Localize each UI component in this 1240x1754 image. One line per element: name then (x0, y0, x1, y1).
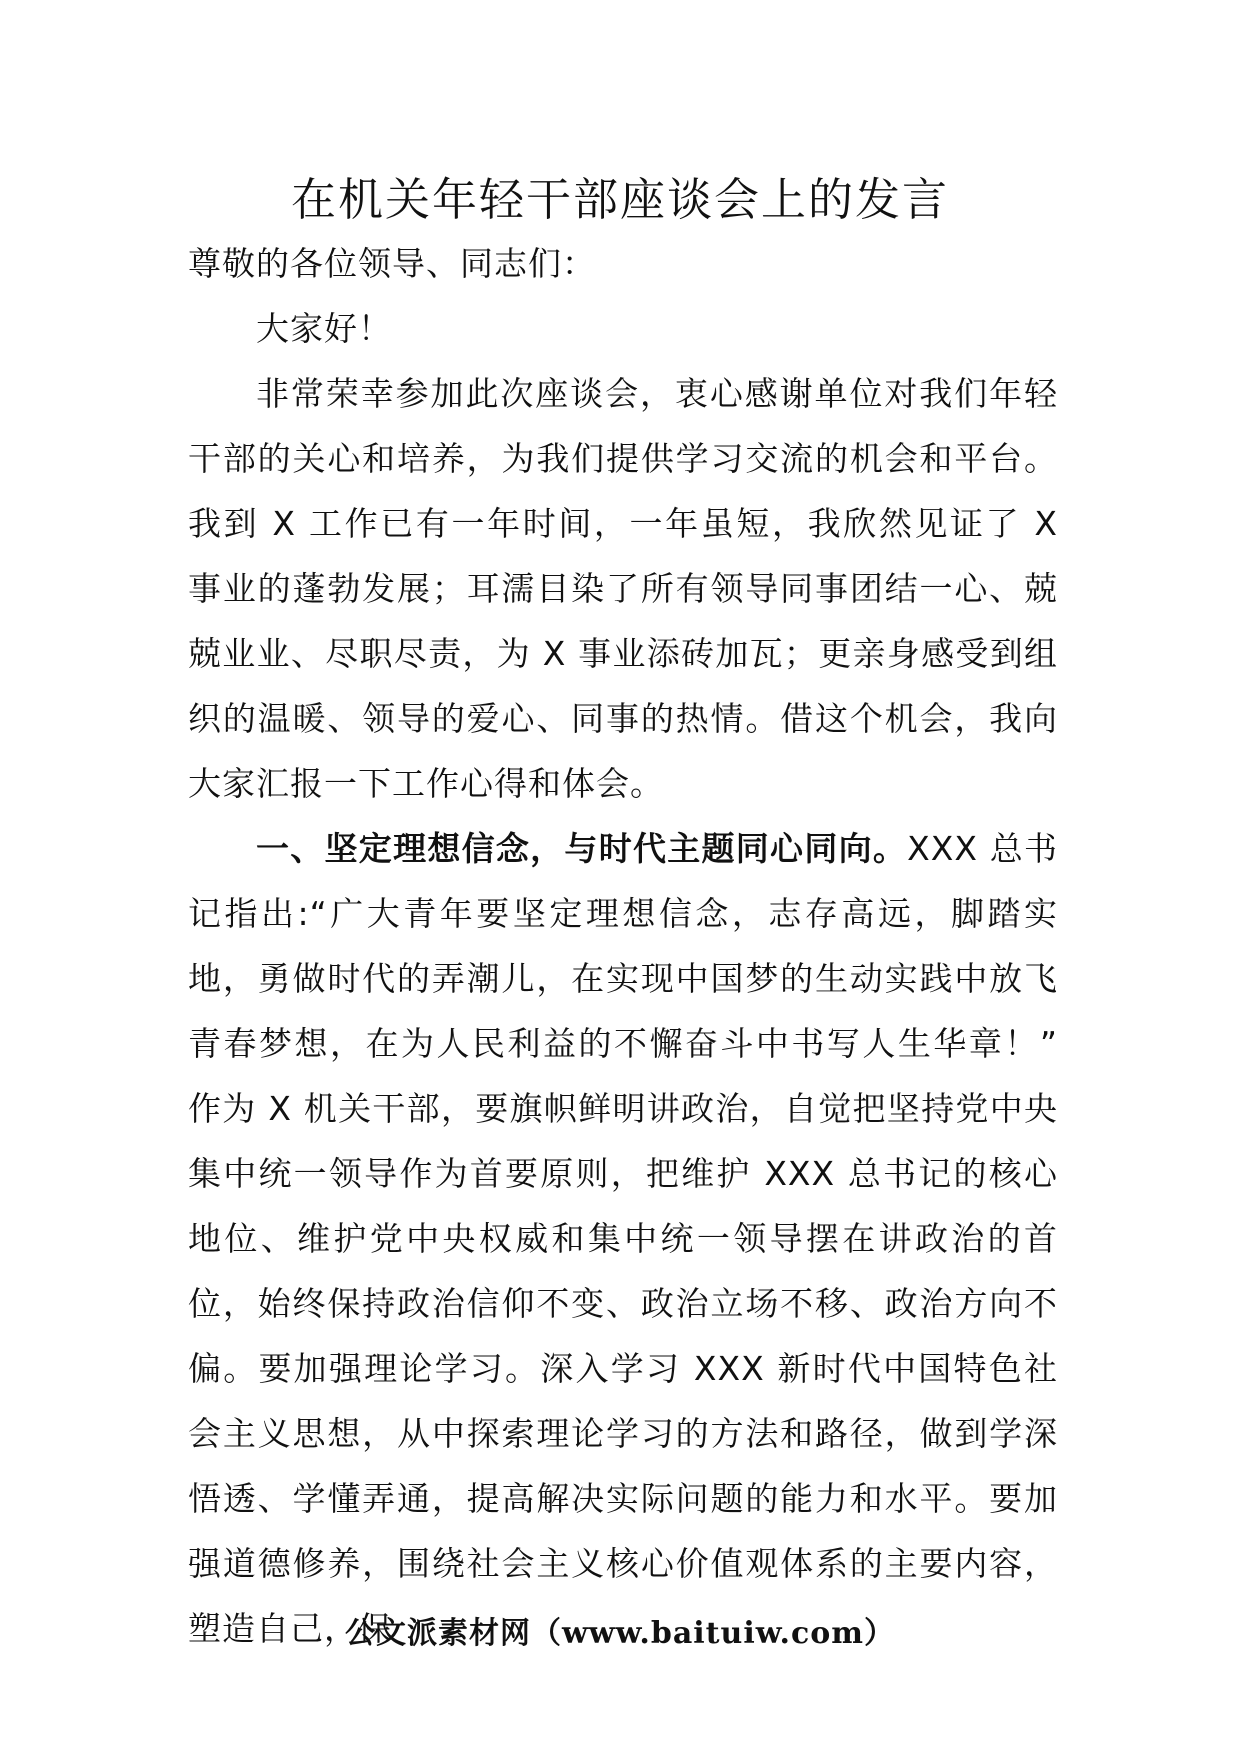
salutation: 尊敬的各位领导、同志们： (188, 244, 596, 283)
section-1-text: XXX 总书记指出:“广大青年要坚定理想信念，志存高远，脚踏实地，勇做时代的弄潮儿，在实现中国梦的生动实践中放飞青春梦想，在为人民利益的不懈奋斗中书写人生华章！” 作为 X 机关干部，要旗帜鲜明讲政治，自觉把坚持党中央集中统一领导作为首要原则，把维护 XXX 总书记的核心地位、维护党中央权威和集中统一领导摆在讲政治的首位，始终保持政治信仰不变、政治立场不移、政治方向不偏。要加强理论学习。深入学习 XXX 新时代中国特色社会主义思想，从中探索理论学习的方法和路径，做到学深悟透、学懂弄通，提高解决实际问题的能力和水平。要加强道德修养，围绕社会主义核心价值观体系的主要内容，塑造自己，保 (188, 829, 1059, 1648)
document-title: 在机关年轻干部座谈会上的发言 (290, 173, 949, 226)
footer-watermark: 公文派素材网（www.baituiw.com） (344, 1616, 896, 1651)
paragraph-section-1 (188, 816, 1058, 1661)
document-body (188, 231, 1058, 1661)
section-1-heading: 一、坚定理想信念，与时代主题同心同向。 (256, 829, 908, 868)
paragraph-intro: 非常荣幸参加此次座谈会，衷心感谢单位对我们年轻干部的关心和培养，为我们提供学习交流的机会和平台。我到 X 工作已有一年时间，一年虽短，我欣然见证了 X 事业的蓬勃发展；耳濡目染了所有领导同事团结一心、兢兢业业、尽职尽责，为 X 事业添砖加瓦；更亲身感受到组织的温暖、领导的爱心、同事的热情。借这个机会，我向大家汇报一下工作心得和体会。 (188, 374, 1058, 803)
greeting: 大家好！ (256, 309, 392, 348)
